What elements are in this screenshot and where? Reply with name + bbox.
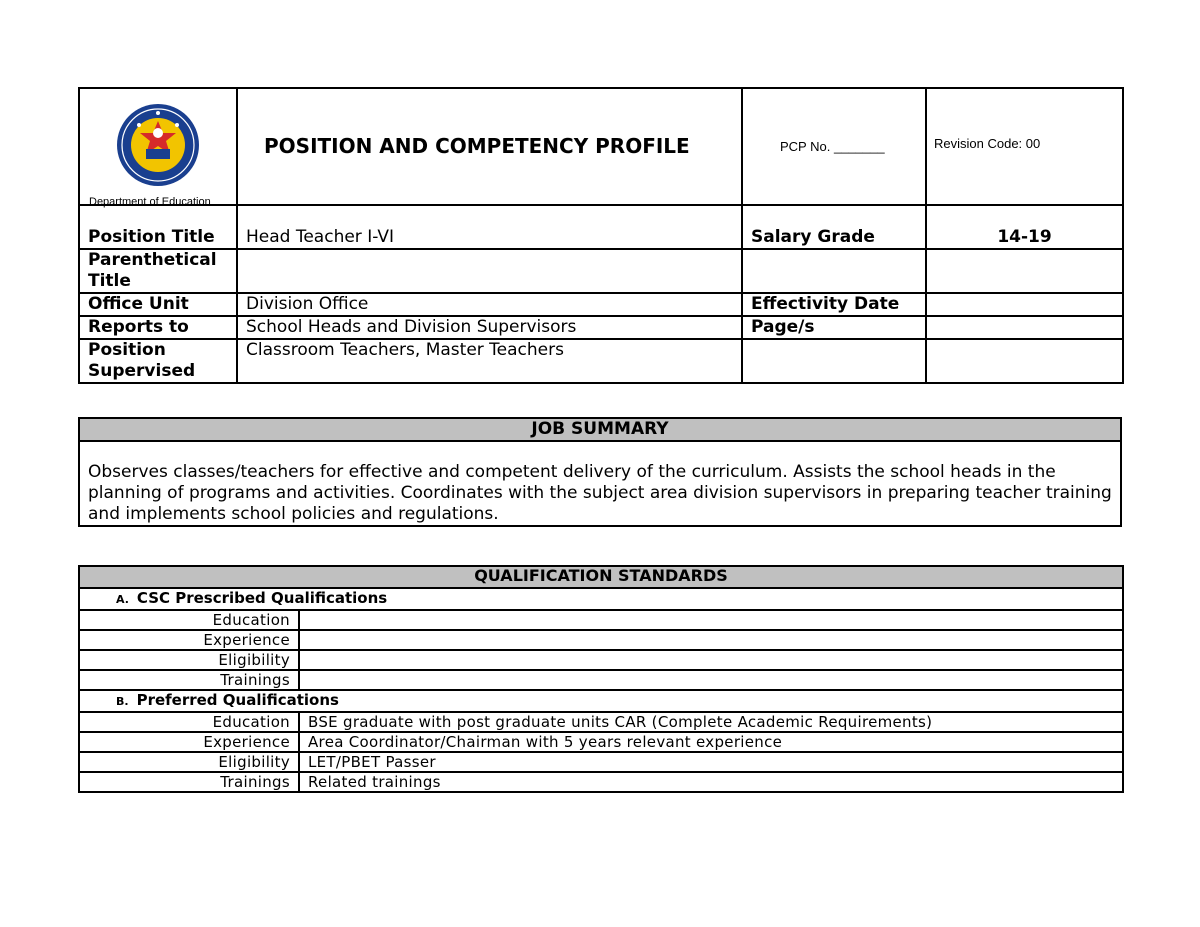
department-caption: Department of Education	[89, 196, 211, 208]
parenthetical-title-value	[237, 249, 742, 293]
job-summary-heading: JOB SUMMARY	[79, 418, 1121, 441]
position-title-value: Head Teacher I-VI	[237, 205, 742, 249]
csc-education-value	[299, 610, 1123, 630]
logo-cell	[79, 88, 237, 208]
section-b-letter: B.	[116, 695, 129, 708]
salary-grade-value: 14-19	[926, 205, 1123, 249]
empty-cell	[926, 339, 1123, 383]
parenthetical-title-label: Parenthetical Title	[79, 249, 237, 293]
empty-cell	[742, 339, 926, 383]
preferred-trainings-value: Related trainings	[299, 772, 1123, 792]
reports-to-value: School Heads and Division Supervisors	[237, 316, 742, 339]
pages-label: Page/s	[742, 316, 926, 339]
office-unit-value: Division Office	[237, 293, 742, 316]
preferred-eligibility-label: Eligibility	[79, 752, 299, 772]
empty-cell	[742, 249, 926, 293]
qualification-standards-table	[78, 565, 1124, 793]
job-summary-table	[78, 417, 1122, 527]
section-a-header	[79, 588, 1123, 610]
preferred-trainings-label: Trainings	[79, 772, 299, 792]
deped-seal-icon	[116, 103, 200, 187]
section-b-header	[79, 690, 1123, 712]
csc-trainings-value	[299, 670, 1123, 690]
position-title-label: Position Title	[79, 205, 237, 249]
preferred-experience-value: Area Coordinator/Chairman with 5 years relevant experience	[299, 732, 1123, 752]
effectivity-date-value	[926, 293, 1123, 316]
preferred-eligibility-value: LET/PBET Passer	[299, 752, 1123, 772]
preferred-education-value: BSE graduate with post graduate units CAR (Complete Academic Requirements)	[299, 712, 1123, 732]
position-supervised-value: Classroom Teachers, Master Teachers	[237, 339, 742, 383]
preferred-experience-label: Experience	[79, 732, 299, 752]
revision-code: Revision Code: 00	[926, 88, 1123, 205]
reports-to-label: Reports to	[79, 316, 237, 339]
position-supervised-label: Position Supervised	[79, 339, 237, 383]
section-a-title: CSC Prescribed Qualifications	[136, 589, 388, 607]
preferred-education-label: Education	[79, 712, 299, 732]
csc-eligibility-label: Eligibility	[79, 650, 299, 670]
profile-table	[78, 87, 1124, 384]
section-b-title: Preferred Qualifications	[136, 691, 339, 709]
effectivity-date-label: Effectivity Date	[742, 293, 926, 316]
pcp-number: PCP No. _______	[742, 88, 926, 205]
job-summary-text: Observes classes/teachers for effective and competent delivery of the curriculum. Assists the school heads in the planning of programs and activities. Coordinates with the subject area division supervisors in preparing teacher training and implements school policies and regulations.	[79, 441, 1121, 526]
document-title: POSITION AND COMPETENCY PROFILE	[237, 88, 742, 205]
pages-value	[926, 316, 1123, 339]
office-unit-label: Office Unit	[79, 293, 237, 316]
csc-education-label: Education	[79, 610, 299, 630]
empty-cell	[926, 249, 1123, 293]
csc-experience-value	[299, 630, 1123, 650]
csc-trainings-label: Trainings	[79, 670, 299, 690]
salary-grade-label: Salary Grade	[742, 205, 926, 249]
csc-eligibility-value	[299, 650, 1123, 670]
section-a-letter: A.	[116, 593, 129, 606]
qualification-standards-heading: QUALIFICATION STANDARDS	[79, 566, 1123, 588]
csc-experience-label: Experience	[79, 630, 299, 650]
